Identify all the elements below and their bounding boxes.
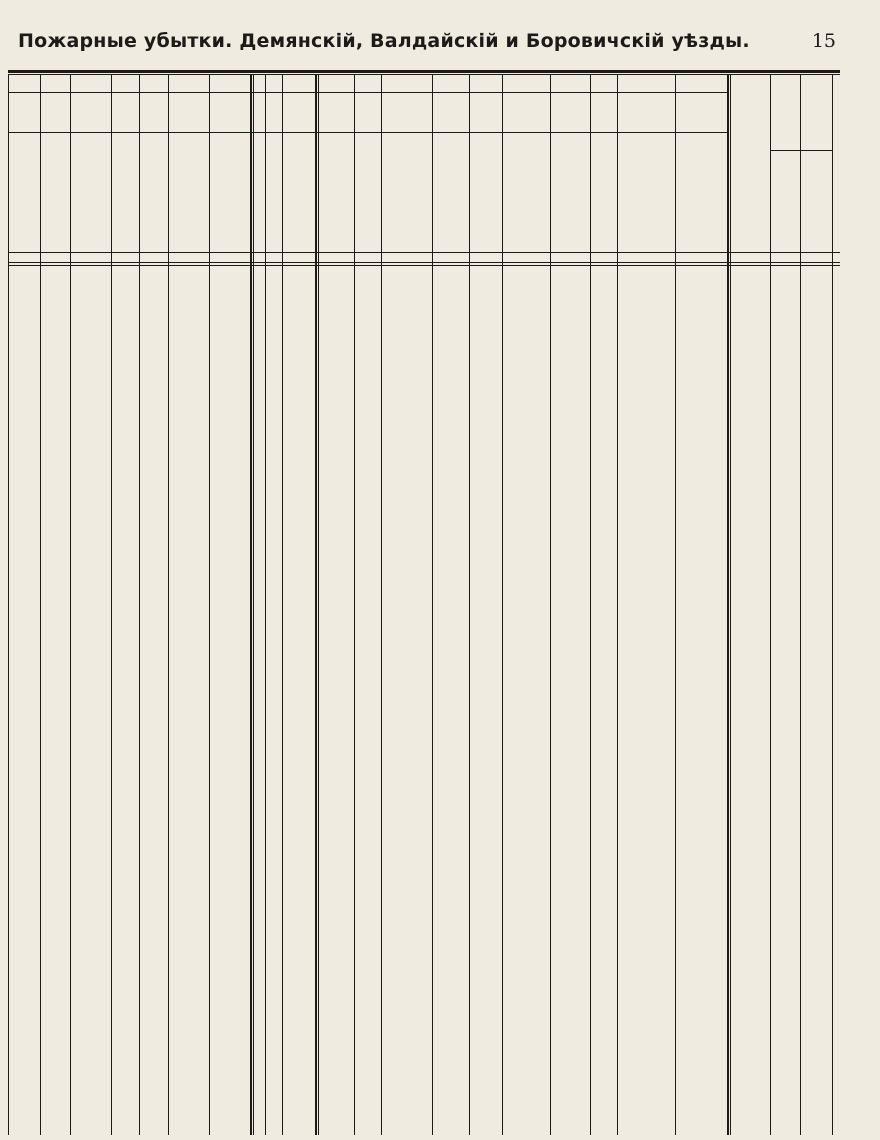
rule-line bbox=[432, 74, 433, 1135]
rule-line bbox=[727, 74, 729, 1135]
rule-line bbox=[250, 92, 727, 93]
rule-line bbox=[617, 74, 618, 1135]
rule-line bbox=[770, 74, 771, 1135]
rule-line bbox=[770, 150, 832, 151]
rule-line bbox=[800, 74, 801, 1135]
rule-line bbox=[282, 74, 283, 1135]
rule-line bbox=[550, 74, 551, 1135]
rule-line bbox=[315, 74, 317, 1135]
rule-line bbox=[8, 252, 840, 253]
rule-line bbox=[8, 132, 250, 133]
rule-line bbox=[469, 74, 470, 1135]
rule-line bbox=[675, 74, 676, 1135]
rule-line bbox=[70, 74, 71, 1135]
rule-line bbox=[590, 74, 591, 1135]
rule-line bbox=[8, 265, 840, 266]
rule-line bbox=[318, 74, 319, 1135]
rule-line bbox=[250, 74, 252, 1135]
rule-line bbox=[139, 74, 140, 1135]
rule-line bbox=[209, 74, 210, 1135]
rule-line bbox=[8, 92, 250, 93]
rule-line bbox=[730, 74, 731, 1135]
rule-line bbox=[8, 70, 840, 73]
rule-line bbox=[502, 74, 503, 1135]
rule-line bbox=[8, 74, 840, 75]
rule-line bbox=[168, 74, 169, 1135]
rule-line bbox=[8, 74, 9, 1135]
rule-line bbox=[250, 132, 727, 133]
rule-line bbox=[40, 74, 41, 1135]
rule-line bbox=[265, 74, 266, 1135]
page-number: 15 bbox=[811, 30, 836, 52]
rule-line bbox=[253, 74, 254, 1135]
rule-line bbox=[8, 262, 840, 263]
rule-line bbox=[832, 74, 833, 1135]
rule-line bbox=[111, 74, 112, 1135]
page-title: Пожарные убытки. Демянскій, Валдайскій и Боровичскій уѣзды. bbox=[18, 30, 750, 52]
rule-line bbox=[354, 74, 355, 1135]
rule-line bbox=[381, 74, 382, 1135]
